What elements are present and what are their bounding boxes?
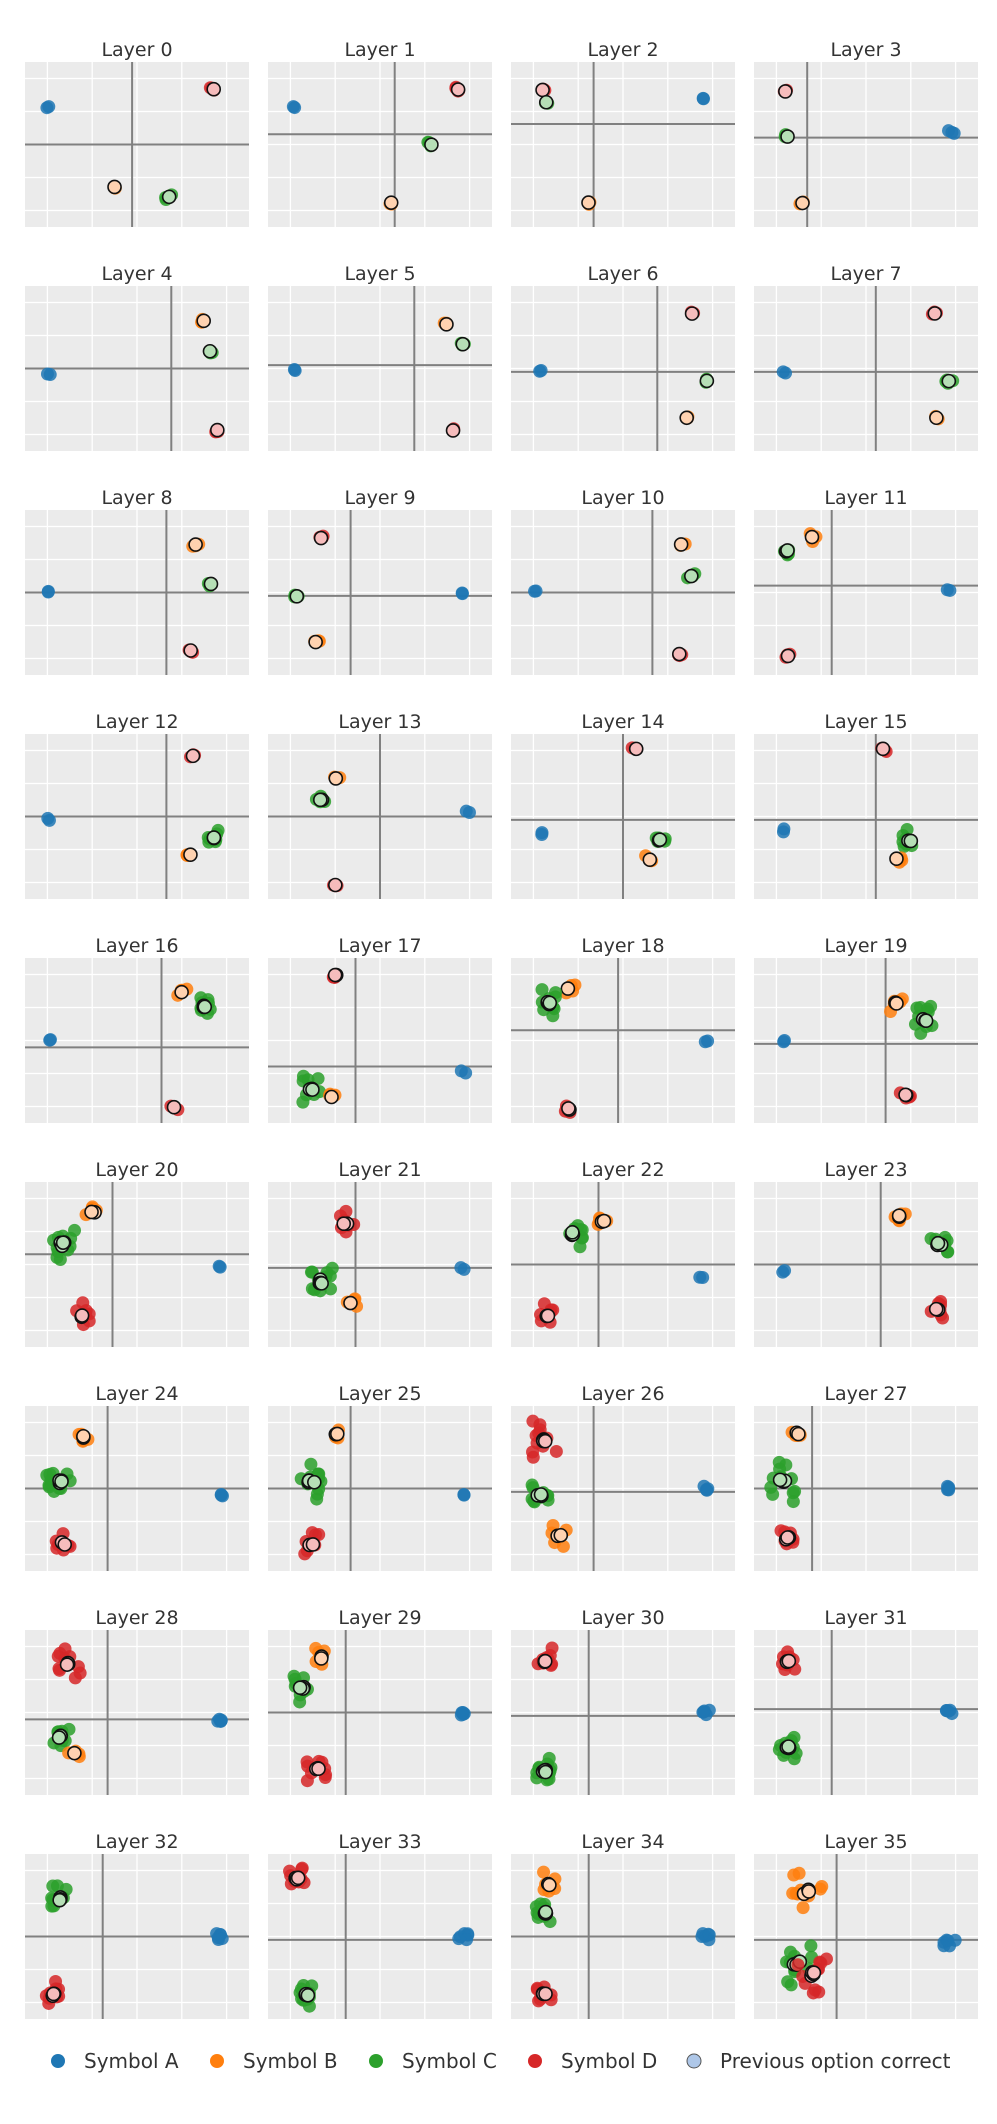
panel-layer-1 [268,39,492,227]
point-previous-correct [685,570,698,583]
legend [51,2049,951,2073]
legend-marker [528,2054,542,2068]
panel-title: Layer 2 [587,39,659,61]
point-previous-correct [930,1303,943,1316]
point-symbol-a [456,587,469,600]
point-previous-correct [55,1475,68,1488]
point-previous-correct [792,1428,805,1441]
panel-layer-12 [25,711,249,899]
point-previous-correct [781,1531,794,1544]
point-symbol-a [454,1261,467,1274]
panel-layer-0 [25,39,249,227]
point-previous-correct [540,96,553,109]
point-symbol-a [777,365,790,378]
point-symbol-a [288,363,301,376]
panels-group [25,39,978,2019]
point-previous-correct [425,138,438,151]
legend-item-2 [369,2049,497,2073]
point-previous-correct [329,772,342,785]
point-previous-correct [890,997,903,1010]
panel-title: Layer 13 [338,711,422,733]
point-symbol-d [550,1445,563,1458]
legend-marker [369,2054,383,2068]
point-previous-correct [543,996,556,1009]
point-symbol-a [777,825,790,838]
point-symbol-a [458,1489,471,1502]
point-previous-correct [58,1538,71,1551]
point-previous-correct [314,793,327,806]
point-symbol-a [701,1482,714,1495]
panel-title: Layer 26 [581,1383,665,1405]
panel-layer-14 [511,711,735,899]
panel-layer-9 [268,487,492,675]
panel-title: Layer 21 [338,1159,422,1181]
point-previous-correct [904,834,917,847]
point-previous-correct [653,833,666,846]
point-previous-correct [186,749,199,762]
panel-layer-35 [754,1831,978,2019]
panel-title: Layer 4 [101,263,173,285]
legend-item-0 [51,2049,179,2073]
point-previous-correct [899,1088,912,1101]
point-symbol-a [535,364,548,377]
panel-layer-24 [25,1383,249,1571]
point-symbol-b [537,1866,550,1879]
point-symbol-a [215,1488,228,1501]
point-previous-correct [928,307,941,320]
legend-label: Symbol B [243,2049,338,2073]
panel-title: Layer 29 [338,1607,422,1629]
panel-title: Layer 33 [338,1831,422,1853]
point-previous-correct [893,1209,906,1222]
point-previous-correct [543,1879,556,1892]
point-previous-correct [207,831,220,844]
point-symbol-a [44,368,57,381]
panel-title: Layer 12 [95,711,179,733]
point-previous-correct [932,1237,945,1250]
point-previous-correct [301,1989,314,2002]
point-previous-correct [686,307,699,320]
point-previous-correct [536,83,549,96]
legend-marker [51,2054,65,2068]
panel-title: Layer 34 [581,1831,665,1853]
point-previous-correct [315,1652,328,1665]
legend-marker [210,2054,224,2068]
panel-title: Layer 8 [101,487,173,509]
point-symbol-a [778,1034,791,1047]
point-previous-correct [456,338,469,351]
point-symbol-d [301,1774,314,1787]
point-previous-correct [782,649,795,662]
point-previous-correct [447,424,460,437]
point-previous-correct [630,742,643,755]
legend-item-1 [210,2049,338,2073]
point-symbol-a [40,101,53,114]
legend-label: Previous option correct [720,2049,951,2073]
legend-item-3 [528,2049,657,2073]
panel-title: Layer 18 [581,935,665,957]
panel-layer-8 [25,487,249,675]
panel-title: Layer 15 [824,711,908,733]
point-previous-correct [61,1658,74,1671]
panel-title: Layer 14 [581,711,665,733]
point-previous-correct [57,1236,70,1249]
point-previous-correct [325,1090,338,1103]
legend-item-4 [687,2049,951,2073]
panel-title: Layer 27 [824,1383,908,1405]
point-symbol-a [696,1271,709,1284]
point-symbol-b [787,1869,800,1882]
point-previous-correct [53,1894,66,1907]
point-symbol-d [74,1667,87,1680]
point-previous-correct [643,853,656,866]
point-previous-correct [294,1681,307,1694]
point-previous-correct [539,1766,552,1779]
panel-title: Layer 1 [344,39,416,61]
point-previous-correct [782,1740,795,1753]
point-symbol-c [573,1240,586,1253]
panel-title: Layer 31 [824,1607,908,1629]
point-symbol-c [293,1695,306,1708]
point-previous-correct [541,1309,554,1322]
point-symbol-a [42,586,55,599]
point-previous-correct [782,1655,795,1668]
point-previous-correct [189,538,202,551]
point-previous-correct [85,1205,98,1218]
panel-layer-20 [25,1159,249,1347]
panel-layer-15 [754,711,978,899]
panel-layer-28 [25,1607,249,1795]
point-previous-correct [312,1762,325,1775]
panel-layer-16 [25,935,249,1123]
point-previous-correct [562,1102,575,1115]
point-symbol-a [463,806,476,819]
point-symbol-a [697,92,710,105]
point-symbol-b [797,1901,810,1914]
point-previous-correct [582,196,595,209]
point-symbol-a [455,1709,468,1722]
panel-title: Layer 28 [95,1607,179,1629]
panel-layer-21 [268,1159,492,1347]
panel-layer-25 [268,1383,492,1571]
point-previous-correct [207,83,220,96]
panel-layer-33 [268,1831,492,2019]
point-previous-correct [315,532,328,545]
point-previous-correct [774,1473,787,1486]
panel-title: Layer 25 [338,1383,422,1405]
panel-layer-18 [511,935,735,1123]
panel-layer-22 [511,1159,735,1347]
panel-title: Layer 16 [95,935,179,957]
panel-layer-10 [511,487,735,675]
point-symbol-a [948,127,961,140]
panel-title: Layer 3 [830,39,902,61]
panel-layer-27 [754,1383,978,1571]
point-previous-correct [197,314,210,327]
point-previous-correct [539,1987,552,2000]
point-previous-correct [781,130,794,143]
panel-title: Layer 9 [344,487,416,509]
point-previous-correct [184,848,197,861]
panel-layer-26 [511,1383,735,1571]
panel-layer-6 [511,263,735,451]
point-symbol-a [778,1264,791,1277]
point-previous-correct [890,852,903,865]
panel-title: Layer 7 [830,263,902,285]
point-symbol-a [288,101,301,114]
panel-title: Layer 22 [581,1159,665,1181]
point-previous-correct [700,374,713,387]
panel-title: Layer 19 [824,935,908,957]
panel-title: Layer 24 [95,1383,179,1405]
point-previous-correct [68,1747,81,1760]
point-previous-correct [76,1309,89,1322]
point-symbol-c [766,1488,779,1501]
point-previous-correct [306,1083,319,1096]
point-previous-correct [315,1277,328,1290]
point-symbol-c [787,1495,800,1508]
point-previous-correct [440,318,453,331]
point-previous-correct [539,1435,552,1448]
point-previous-correct [309,636,322,649]
panel-title: Layer 6 [587,263,659,285]
point-previous-correct [930,411,943,424]
point-symbol-c [46,1880,59,1893]
point-previous-correct [53,1731,66,1744]
point-symbol-a [211,1715,224,1728]
point-previous-correct [308,1476,321,1489]
point-symbol-a [703,1928,716,1941]
panel-title: Layer 35 [824,1831,908,1853]
point-previous-correct [805,531,818,544]
point-symbol-a [213,1260,226,1273]
panel-layer-17 [268,935,492,1123]
point-previous-correct [920,1014,933,1027]
point-previous-correct [47,1987,60,2000]
point-previous-correct [168,1101,181,1114]
point-previous-correct [204,577,217,590]
panel-title: Layer 0 [101,39,173,61]
point-previous-correct [344,1297,357,1310]
point-symbol-a [455,1064,468,1077]
point-symbol-a [942,1705,955,1718]
point-previous-correct [211,424,224,437]
point-previous-correct [597,1215,610,1228]
panel-title: Layer 32 [95,1831,179,1853]
point-symbol-a [942,1483,955,1496]
point-symbol-a [941,583,954,596]
point-previous-correct [203,345,216,358]
panel-layer-29 [268,1607,492,1795]
panel-layer-34 [511,1831,735,2019]
point-previous-correct [175,986,188,999]
point-previous-correct [337,1217,350,1230]
point-previous-correct [292,1871,305,1884]
panel-layer-31 [754,1607,978,1795]
point-previous-correct [452,83,465,96]
point-previous-correct [781,544,794,557]
point-symbol-c [54,1253,67,1266]
point-previous-correct [184,644,197,657]
point-symbol-d [791,1958,804,1971]
point-symbol-c [804,1939,817,1952]
point-previous-correct [290,590,303,603]
point-previous-correct [675,538,688,551]
point-symbol-a [216,1932,229,1945]
point-symbol-c [914,1027,927,1040]
point-previous-correct [779,85,792,98]
legend-label: Symbol C [402,2049,497,2073]
panel-layer-19 [754,935,978,1123]
point-symbol-a [535,828,548,841]
panel-layer-23 [754,1159,978,1347]
panel-layer-30 [511,1607,735,1795]
point-previous-correct [796,197,809,210]
point-previous-correct [673,648,686,661]
panel-title: Layer 11 [824,487,908,509]
point-symbol-c [296,1096,309,1109]
point-symbol-b [814,1883,827,1896]
point-symbol-a [696,1706,709,1719]
point-previous-correct [554,1529,567,1542]
point-previous-correct [807,1966,820,1979]
point-symbol-a [43,1034,56,1047]
point-symbol-a [41,812,54,825]
point-previous-correct [331,1427,344,1440]
panel-title: Layer 10 [581,487,665,509]
point-previous-correct [329,878,342,891]
panel-title: Layer 30 [581,1607,665,1629]
panel-layer-13 [268,711,492,899]
point-symbol-a [528,585,541,598]
point-previous-correct [680,411,693,424]
legend-marker [687,2054,701,2068]
point-symbol-d [812,1985,825,1998]
point-symbol-a [699,1035,712,1048]
point-previous-correct [539,1655,552,1668]
point-previous-correct [539,1906,552,1919]
point-previous-correct [306,1538,319,1551]
point-previous-correct [535,1488,548,1501]
point-symbol-c [785,1978,798,1991]
panel-title: Layer 17 [338,935,422,957]
panel-layer-7 [754,263,978,451]
panel-title: Layer 20 [95,1159,179,1181]
point-symbol-d [527,1451,540,1464]
point-previous-correct [198,1000,211,1013]
point-previous-correct [163,190,176,203]
point-previous-correct [876,742,889,755]
point-previous-correct [802,1885,815,1898]
point-symbol-a [937,1939,950,1952]
point-symbol-c [68,1224,81,1237]
point-previous-correct [561,982,574,995]
point-previous-correct [566,1226,579,1239]
panel-title: Layer 5 [344,263,416,285]
point-previous-correct [108,180,121,193]
panel-layer-32 [25,1831,249,2019]
panel-layer-5 [268,263,492,451]
legend-label: Symbol D [561,2049,658,2073]
panel-layer-2 [511,39,735,227]
panel-layer-11 [754,487,978,675]
panel-layer-3 [754,39,978,227]
point-symbol-a [460,1933,473,1946]
point-previous-correct [329,969,342,982]
point-previous-correct [385,196,398,209]
point-previous-correct [942,375,955,388]
point-previous-correct [77,1430,90,1443]
panel-title: Layer 23 [824,1159,908,1181]
legend-label: Symbol A [84,2049,179,2073]
panel-layer-4 [25,263,249,451]
